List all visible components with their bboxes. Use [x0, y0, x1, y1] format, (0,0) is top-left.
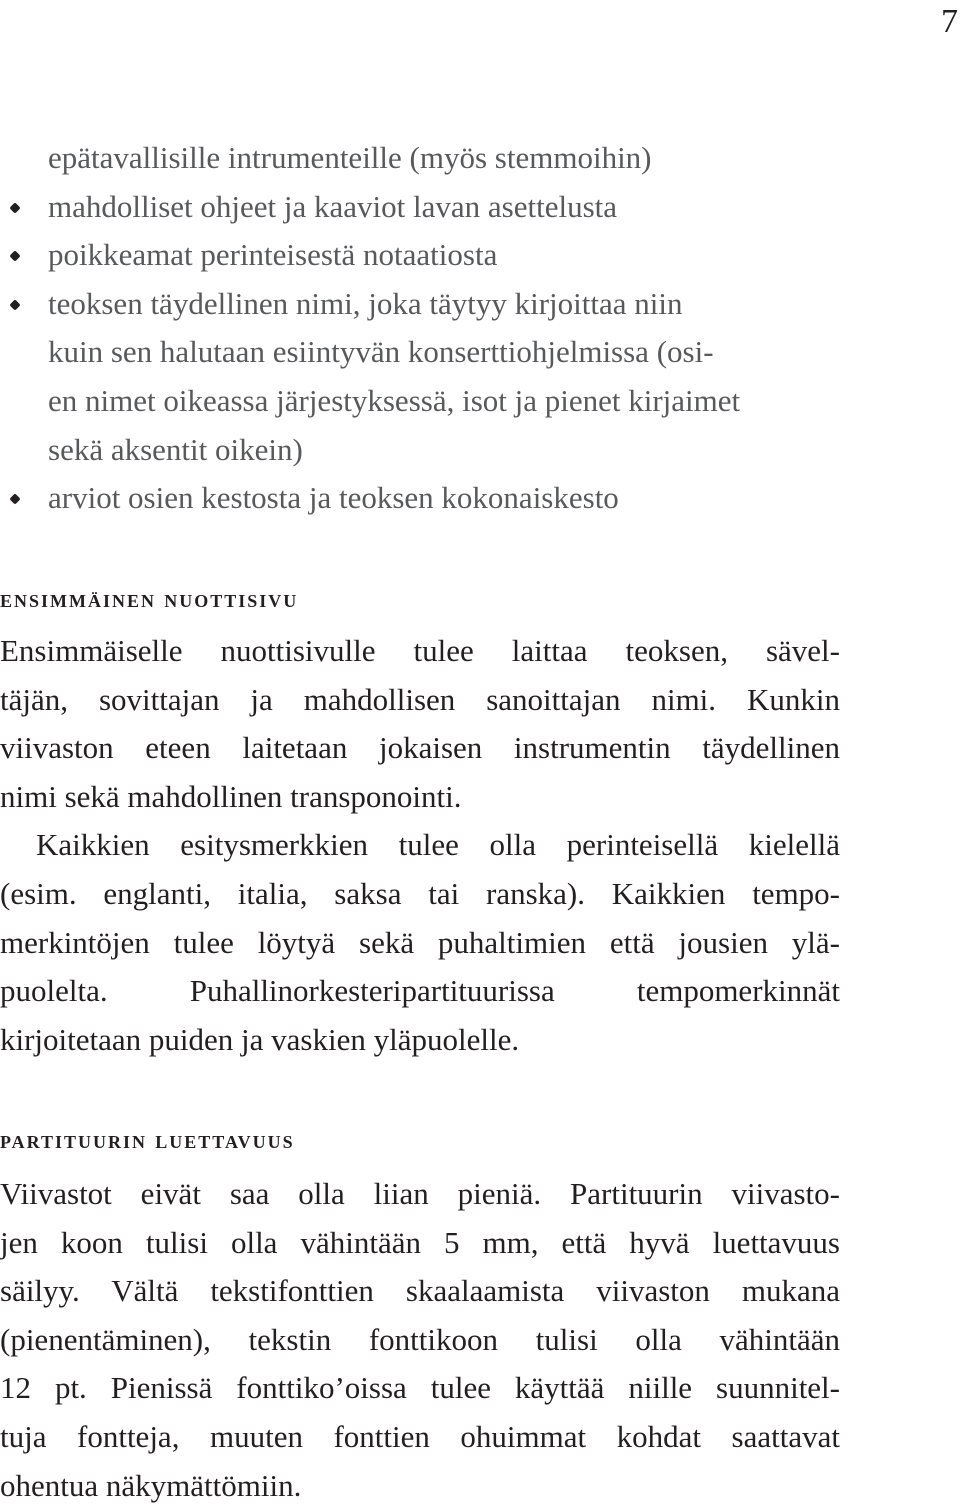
paragraph-line: täjän, sovittajan ja mahdollisen sanoittajan nimi. Kunkin: [0, 681, 840, 717]
bullet-item-full-title-line: sekä aksentit oikein): [48, 431, 303, 467]
bullet-item-full-title-line: kuin sen halutaan esiintyvän konserttiohjelmissa (osi-: [48, 334, 714, 370]
paragraph-line: Kaikkien esitysmerkkien tulee olla perinteisellä kielellä: [36, 827, 840, 863]
bullet-item-notation: poikkeamat perinteisestä notaatiosta: [0, 231, 880, 280]
bullet-list: [0, 134, 880, 523]
paragraph-line: ohentua näkymättömiin.: [0, 1467, 302, 1503]
bullet-icon: [9, 251, 20, 262]
section-body: [0, 1170, 840, 1510]
paragraph-line: 12 pt. Pienissä fonttiko’oissa tulee käyttää niille suunnitel-: [0, 1370, 840, 1406]
paragraph-line: nimi sekä mahdollinen transponointi.: [0, 778, 462, 814]
section-body: [0, 627, 840, 1064]
bullet-item-full-title-line: en nimet oikeassa järjestyksessä, isot ja pienet kirjaimet: [48, 382, 741, 418]
bullet-icon: [9, 493, 20, 504]
paragraph-line: viivaston eteen laitetaan jokaisen instrumentin täydellinen: [0, 730, 840, 766]
paragraph-line: tuja fontteja, muuten fonttien ohuimmat kohdat saattavat: [0, 1418, 840, 1454]
bullet-continuation-line: epätavallisille intrumenteille (myös stemmoihin): [48, 140, 652, 175]
section-first-score-page: [0, 585, 840, 1064]
section-heading: ensimmäinen nuottisivu: [0, 586, 299, 613]
paragraph-line: Viivastot eivät saa olla liian pieniä. Partituurin viivasto-: [0, 1176, 840, 1211]
paragraph-line: kirjoitetaan puiden ja vaskien yläpuolelle.: [0, 1021, 520, 1057]
paragraph-line: säilyy. Vältä tekstifonttien skaalaamista viivaston mukana: [0, 1273, 840, 1309]
paragraph-line: puolelta. Puhallinorkesteripartituurissa tempomerkinnät: [0, 973, 840, 1009]
bullet-icon: [9, 202, 20, 213]
bullet-item-durations: arviot osien kestosta ja teoksen kokonaiskesto: [0, 474, 880, 523]
paragraph-line: merkintöjen tulee löytyä sekä puhaltimien että jousien ylä-: [0, 924, 840, 960]
bullet-icon: [9, 299, 20, 310]
bullet-item-full-title: teoksen täydellinen nimi, joka täytyy kirjoittaa niin: [0, 280, 880, 329]
paragraph-line: (esim. englanti, italia, saksa tai ranska). Kaikkien tempo-: [0, 875, 840, 911]
section-heading: partituurin luettavuus: [0, 1127, 295, 1154]
section-score-readability: [0, 1126, 840, 1510]
page-number: 7: [941, 3, 958, 40]
paragraph-line: jen koon tulisi olla vähintään 5 mm, että hyvä luettavuus: [0, 1224, 840, 1260]
paragraph-line: Ensimmäiselle nuottisivulle tulee laittaa teoksen, sävel-: [0, 633, 840, 668]
paragraph-line: (pienentäminen), tekstin fonttikoon tulisi olla vähintään: [0, 1321, 840, 1357]
bullet-item-stage-diagrams: mahdolliset ohjeet ja kaaviot lavan asettelusta: [0, 183, 880, 232]
